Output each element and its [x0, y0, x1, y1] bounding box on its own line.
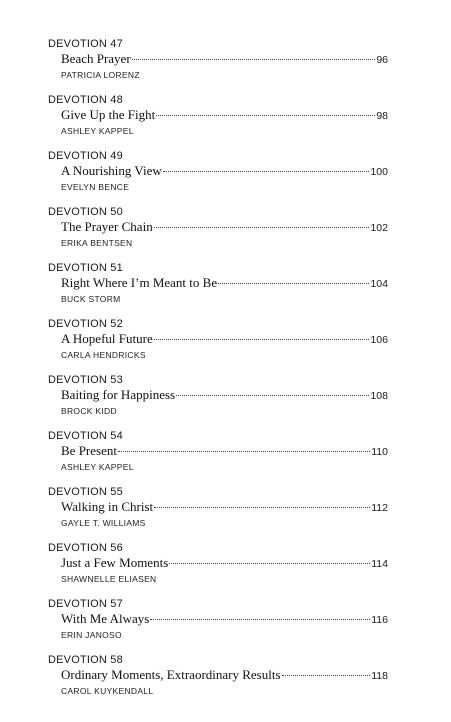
devotion-number: DEVOTION 54 — [48, 430, 123, 442]
toc-entry[interactable] — [48, 150, 388, 206]
title-row — [48, 611, 388, 628]
devotion-title[interactable]: Beach Prayer — [61, 51, 131, 66]
author-name: EVELYN BENCE — [61, 182, 130, 192]
devotion-number: DEVOTION 56 — [48, 542, 123, 554]
title-row — [48, 667, 388, 684]
dot-leader — [218, 283, 369, 284]
devotion-title[interactable]: Walking in Christ — [61, 499, 154, 514]
title-row — [48, 555, 388, 572]
author-name: CAROL KUYKENDALL — [61, 686, 154, 696]
title-row — [48, 443, 388, 460]
dot-leader — [282, 675, 371, 676]
devotion-title[interactable]: Baiting for Happiness — [61, 387, 176, 402]
devotion-title[interactable]: A Nourishing View — [61, 163, 162, 178]
page-number: 118 — [371, 670, 388, 682]
page-number: 100 — [370, 166, 388, 178]
toc-entry[interactable] — [48, 486, 388, 542]
author-name: PATRICIA LORENZ — [61, 70, 140, 80]
author-name: CARLA HENDRICKS — [61, 350, 146, 360]
page-number: 96 — [376, 54, 388, 66]
page-number: 102 — [370, 222, 388, 234]
page-number: 114 — [371, 558, 388, 570]
toc-entry[interactable] — [48, 94, 388, 150]
devotion-number: DEVOTION 53 — [48, 374, 123, 386]
devotion-number: DEVOTION 57 — [48, 598, 123, 610]
devotion-number: DEVOTION 52 — [48, 318, 123, 330]
title-row — [48, 163, 388, 180]
dot-leader — [154, 227, 370, 228]
author-name: BUCK STORM — [61, 294, 121, 304]
page-number: 104 — [370, 278, 388, 290]
title-row — [48, 499, 388, 516]
devotion-number: DEVOTION 47 — [48, 38, 123, 50]
page-number: 106 — [370, 334, 388, 346]
toc-entry[interactable] — [48, 430, 388, 486]
devotion-title[interactable]: Be Present — [61, 443, 117, 458]
devotion-number: DEVOTION 50 — [48, 206, 123, 218]
page-number: 116 — [371, 614, 388, 626]
devotion-number: DEVOTION 55 — [48, 486, 123, 498]
dot-leader — [154, 339, 370, 340]
title-row — [48, 275, 388, 292]
dot-leader — [169, 563, 370, 564]
toc-entry[interactable] — [48, 654, 388, 710]
author-name: GAYLE T. WILLIAMS — [61, 518, 146, 528]
table-of-contents — [48, 38, 388, 710]
dot-leader — [163, 171, 370, 172]
devotion-number: DEVOTION 58 — [48, 654, 123, 666]
toc-entry[interactable] — [48, 374, 388, 430]
toc-entry[interactable] — [48, 598, 388, 654]
devotion-title[interactable]: Right Where I’m Meant to Be — [61, 275, 218, 290]
title-row — [48, 387, 388, 404]
dot-leader — [156, 115, 375, 116]
toc-entry[interactable] — [48, 206, 388, 262]
devotion-title[interactable]: Give Up the Fight — [61, 107, 156, 122]
devotion-title[interactable]: Just a Few Moments — [61, 555, 169, 570]
page-number: 108 — [370, 390, 388, 402]
title-row — [48, 107, 388, 124]
toc-entry[interactable] — [48, 318, 388, 374]
title-row — [48, 219, 388, 236]
toc-entry[interactable] — [48, 542, 388, 598]
dot-leader — [150, 619, 370, 620]
devotion-number: DEVOTION 49 — [48, 150, 123, 162]
devotion-title[interactable]: Ordinary Moments, Extraordinary Results — [61, 667, 281, 682]
devotion-number: DEVOTION 48 — [48, 94, 123, 106]
author-name: ASHLEY KAPPEL — [61, 126, 134, 136]
devotion-title[interactable]: With Me Always — [61, 611, 150, 626]
dot-leader — [154, 507, 370, 508]
devotion-title[interactable]: The Prayer Chain — [61, 219, 153, 234]
page-number: 110 — [371, 446, 388, 458]
devotion-title[interactable]: A Hopeful Future — [61, 331, 153, 346]
author-name: ERIN JANOSO — [61, 630, 122, 640]
title-row — [48, 331, 388, 348]
dot-leader — [176, 395, 369, 396]
author-name: ERIKA BENTSEN — [61, 238, 133, 248]
page-number: 98 — [376, 110, 388, 122]
dot-leader — [132, 59, 376, 60]
author-name: BROCK KIDD — [61, 406, 117, 416]
page-number: 112 — [371, 502, 388, 514]
toc-entry[interactable] — [48, 38, 388, 94]
devotion-number: DEVOTION 51 — [48, 262, 123, 274]
author-name: ASHLEY KAPPEL — [61, 462, 134, 472]
author-name: SHAWNELLE ELIASEN — [61, 574, 157, 584]
dot-leader — [118, 451, 370, 452]
toc-entry[interactable] — [48, 262, 388, 318]
title-row — [48, 51, 388, 68]
